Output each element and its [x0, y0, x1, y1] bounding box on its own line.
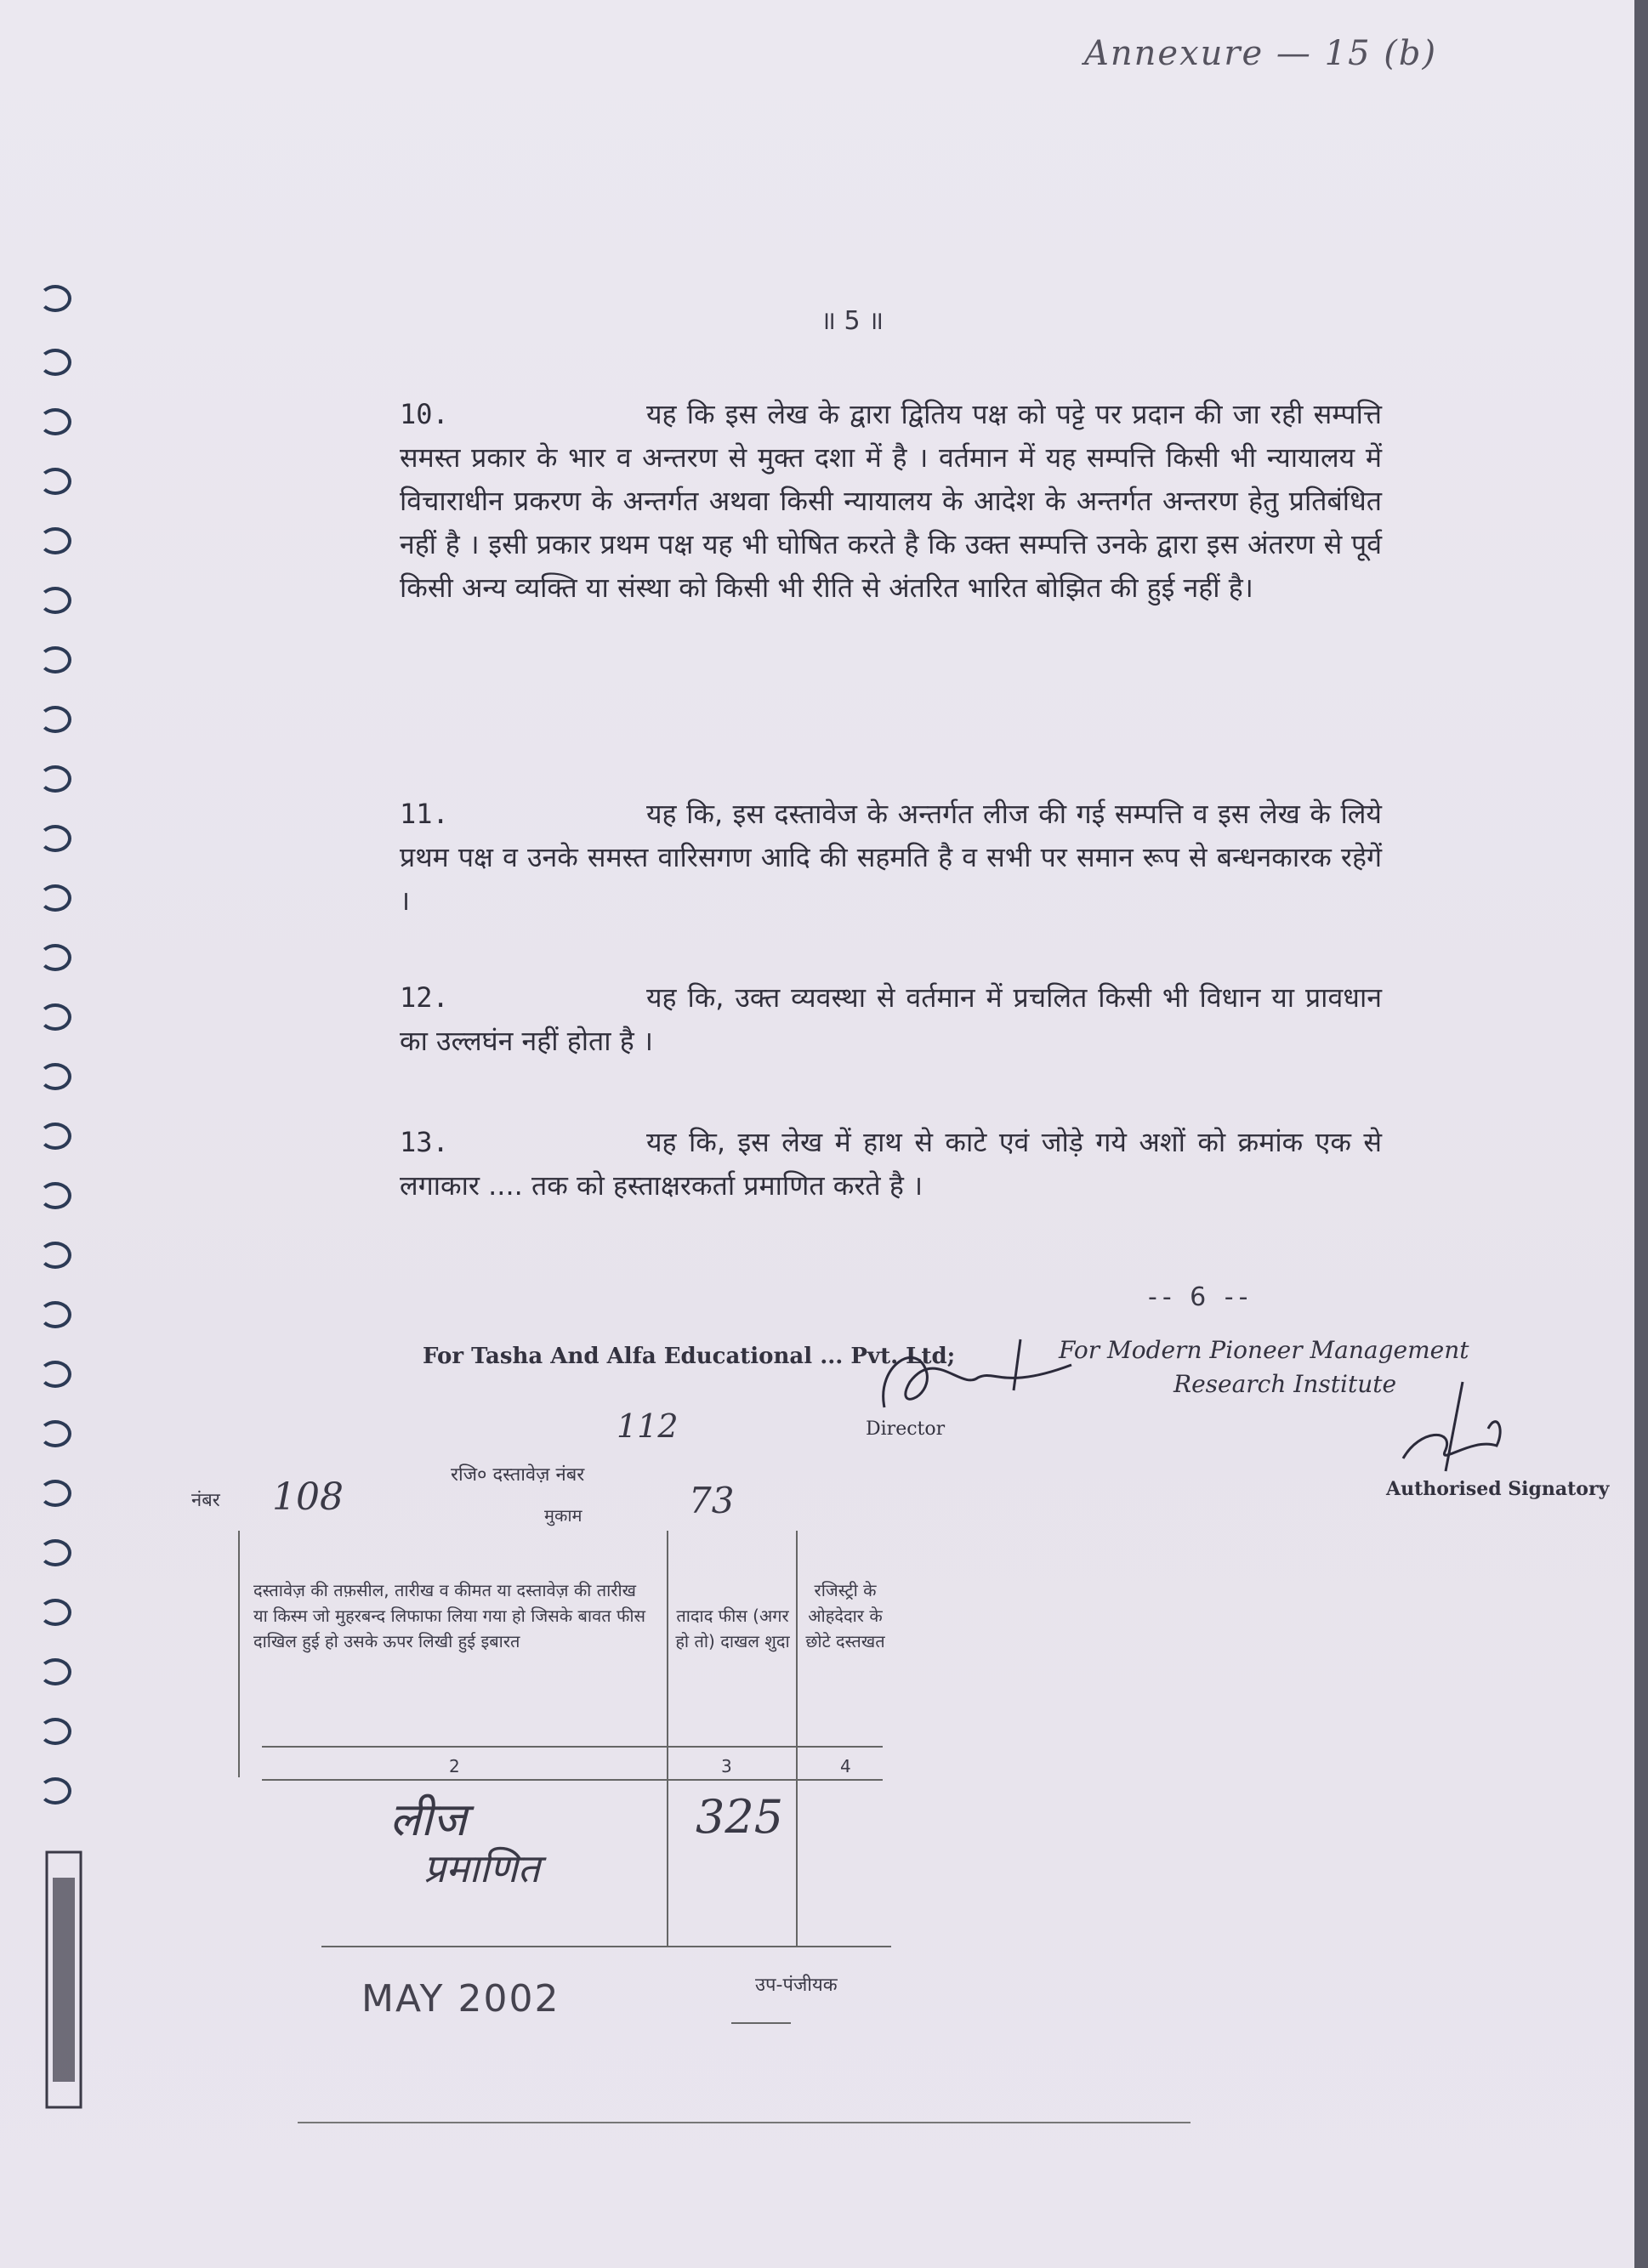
clause-text: यह कि, इस दस्तावेज के अन्तर्गत लीज की गई सम्पत्ति व इस लेख के लिये प्रथम पक्ष व उनके समस्त वारिसगण आदि की सहमति है व सभी पर समान रूप से बन्धनकारक रहेगें ।: [400, 798, 1382, 917]
table-divider: [321, 1946, 891, 1947]
document-number: 73: [689, 1480, 735, 1521]
registration-table: [194, 1531, 891, 1939]
authorised-signature: [1395, 1378, 1514, 1480]
column-number: 3: [721, 1756, 732, 1776]
clause-number: 11.: [400, 798, 449, 830]
clause-12: [400, 976, 1382, 1063]
binding-ring: [39, 1480, 71, 1507]
clause-11: [400, 793, 1382, 923]
binding-ring: [39, 706, 71, 733]
binding-ring: [39, 1539, 71, 1566]
table-divider: [262, 1779, 883, 1781]
column-number: 2: [449, 1756, 460, 1776]
col2-header: तादाद फीस (अगर हो तो) दाखल शुदा: [675, 1606, 790, 1651]
binding-ring: [39, 884, 71, 912]
binding-ring: [39, 1123, 71, 1150]
page-edge: [1634, 0, 1648, 2268]
handwritten-entry-1: लीज: [389, 1793, 467, 1846]
binding-ring: [39, 1361, 71, 1388]
margin-stamp: [43, 1844, 94, 2116]
binding-ring: [39, 349, 71, 376]
binding-ring: [39, 1182, 71, 1209]
binding-ring: [39, 1003, 71, 1031]
clause-13: [400, 1121, 1382, 1208]
binding-ring: [39, 587, 71, 614]
binding-ring: [39, 527, 71, 554]
bottom-rule: [298, 2122, 1191, 2123]
binding-ring: [39, 1242, 71, 1269]
binding-ring: [39, 1718, 71, 1745]
sub-registrar-label: उप-पंजीयक: [755, 1975, 838, 1996]
director-signature: [867, 1331, 1088, 1424]
handwritten-entry-2: प्रमाणित: [423, 1845, 540, 1891]
binding-ring: [39, 1658, 71, 1685]
binding-ring: [39, 646, 71, 674]
binding-ring: [39, 765, 71, 793]
director-title: Director: [866, 1418, 946, 1440]
table-divider: [667, 1531, 668, 1947]
right-company-line2: Research Institute: [1173, 1370, 1397, 1398]
annex-note: Annexure — 15 (b): [1084, 34, 1438, 73]
binding-ring: [39, 825, 71, 852]
page-number: ॥ 5 ॥: [821, 306, 884, 336]
binding-ring: [39, 1420, 71, 1447]
binding-ring: [39, 1063, 71, 1090]
binding-ring: [39, 1599, 71, 1626]
binding-ring: [39, 1777, 71, 1805]
book-label: रजि० दस्तावेज़ नंबर: [451, 1464, 585, 1486]
binding-ring: [39, 944, 71, 971]
binding-ring: [39, 408, 71, 435]
clause-number: 10.: [400, 398, 449, 430]
left-company-stamp: For Tasha And Alfa Educational ... Pvt. Ltd;: [423, 1344, 956, 1369]
continuation-marker: -- 6 --: [1148, 1282, 1253, 1312]
binding-ring: [39, 1301, 71, 1328]
clause-10: [400, 393, 1382, 610]
page-top-handwritten: 112: [617, 1407, 679, 1445]
column-number: 4: [840, 1756, 851, 1776]
table-divider: [262, 1746, 883, 1748]
clause-number: 12.: [400, 981, 449, 1014]
table-divider: [238, 1531, 240, 1777]
binding-ring: [39, 468, 71, 495]
sub-registrar-line: [731, 2022, 791, 2024]
clause-text: यह कि, उक्त व्यवस्था से वर्तमान में प्रचलित किसी भी विधान या प्रावधान का उल्लघंन नहीं होता है ।: [400, 981, 1382, 1057]
date-stamp: MAY 2002: [361, 1977, 560, 2021]
table-divider: [796, 1531, 798, 1947]
book-number: 108: [272, 1475, 344, 1519]
clause-number: 13.: [400, 1126, 449, 1158]
clause-text: यह कि इस लेख के द्वारा द्वितिय पक्ष को पट्टे पर प्रदान की जा रही सम्पत्ति समस्त प्रकार के भार व अन्तरण से मुक्त दशा में है । वर्तमान में यह सम्पत्ति किसी भी न्यायालय में विचाराधीन प्रकरण के अन्तर्गत अथवा किसी न्यायालय के आदेश के अन्तर्गत अन्तरण हेतु प्रतिबंधित नहीं है । इसी प्रकार प्रथम पक्ष यह भी घोषित करते है कि उक्त सम्पत्ति उनके द्वारा इस अंतरण से पूर्व किसी अन्य व्यक्ति या संस्था को किसी भी रीति से अंतरित भारित बोझित की हुई नहीं है।: [400, 398, 1382, 604]
fee-value: 325: [696, 1790, 784, 1844]
col3-header: रजिस्ट्री के ओहदेदार के छोटे दस्तखत: [805, 1580, 885, 1651]
authorised-signatory-title: Authorised Signatory: [1386, 1478, 1610, 1500]
clause-text: यह कि, इस लेख में हाथ से काटे एवं जोड़े गये अशों को क्रमांक एक से लगाकार .... तक को हस्ताक्षरकर्ता प्रमाणित करते है ।: [400, 1126, 1382, 1202]
right-company-line1: For Modern Pioneer Management: [1059, 1336, 1469, 1364]
side-label: नंबर: [191, 1490, 220, 1511]
binding-ring: [39, 285, 71, 312]
col1-header: दस्तावेज़ की तफ़सील, तारीख व कीमत या दस्तावेज़ की तारीख या किस्म जो मुहरबन्द लिफाफा लिया गया हो जिसके बावत फीस दाखिल हुई हो उसके ऊपर लिखी हुई इबारत: [253, 1580, 646, 1651]
place-label: मुकाम: [544, 1505, 582, 1526]
